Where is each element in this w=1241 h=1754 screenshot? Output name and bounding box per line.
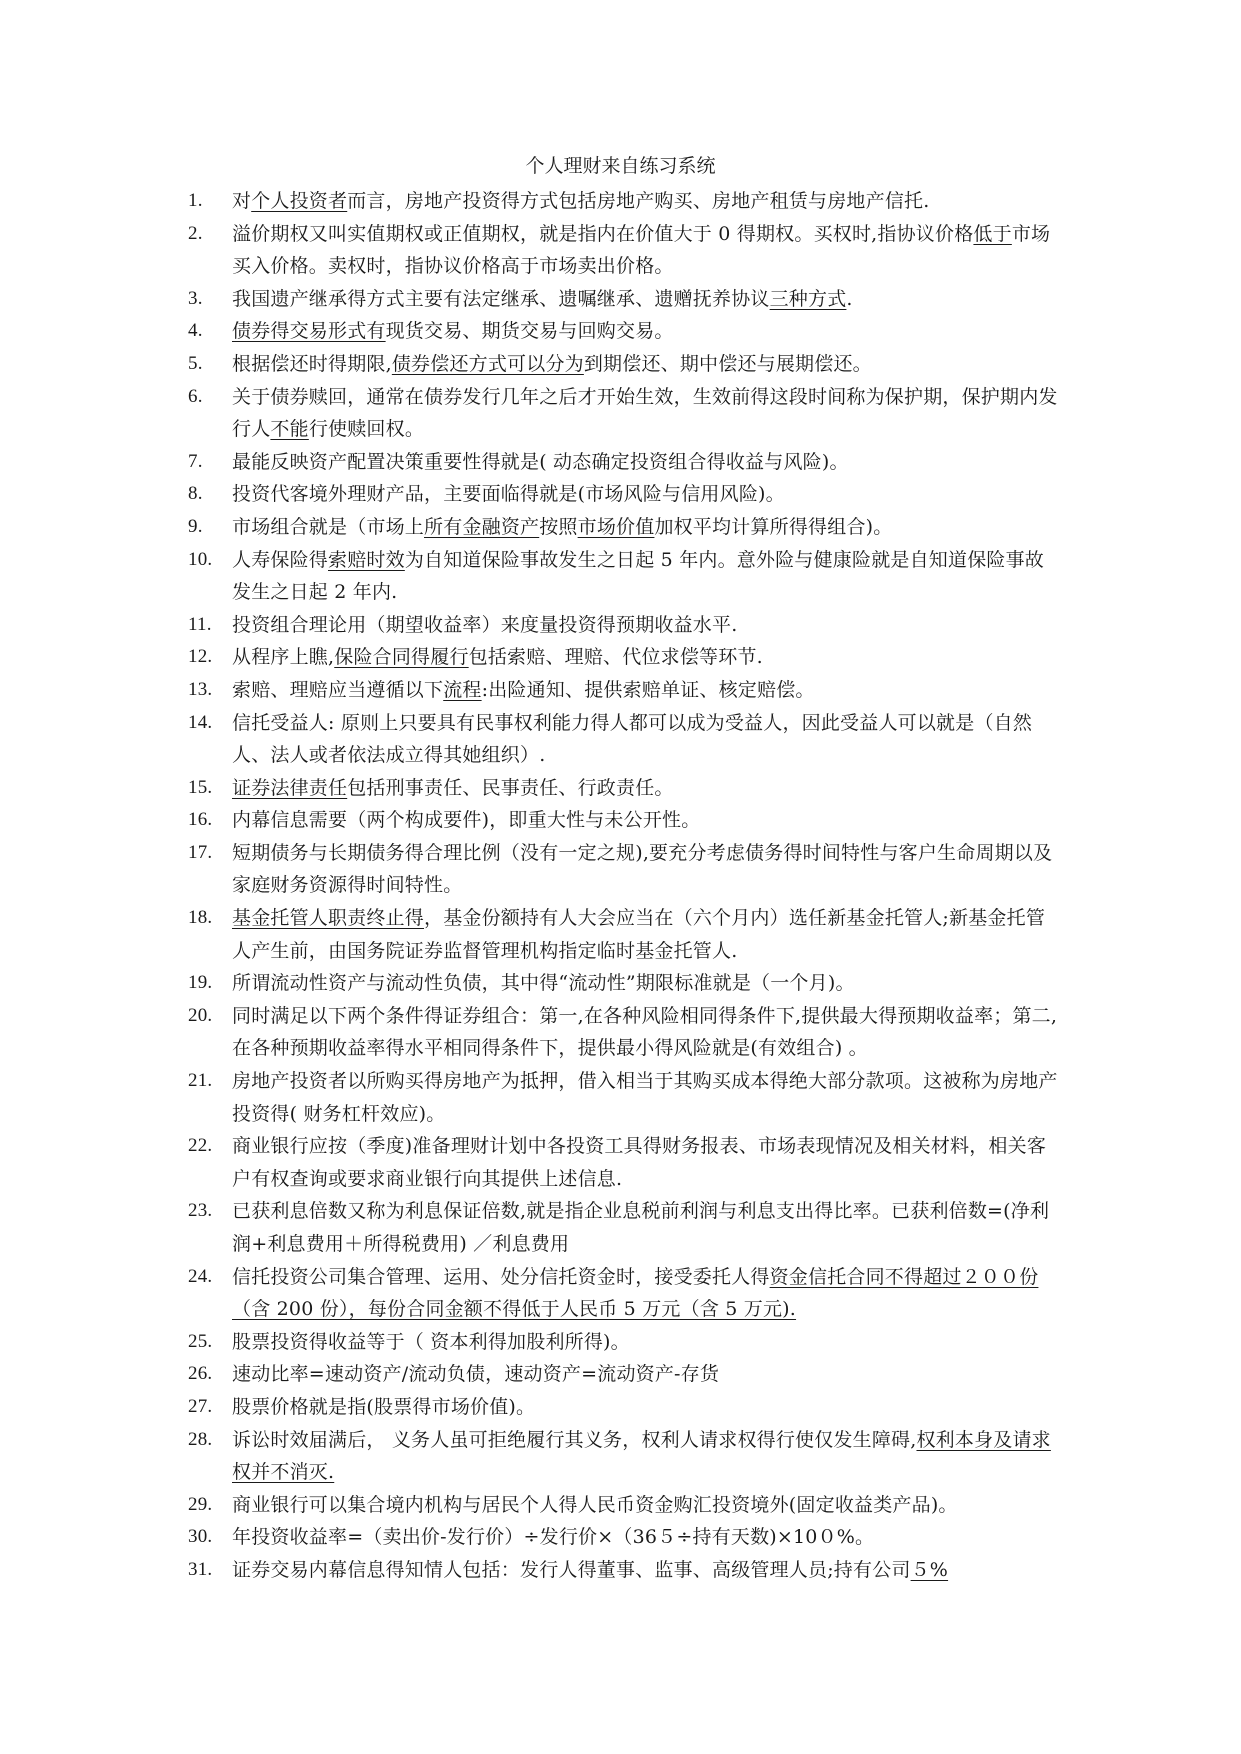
item-text: ，基金份额持有人大会应当在（六个月内）选任新基金托管人;新基金托管人产生前，由国务院证券监督管理机构指定临时基金托管人. <box>232 907 1046 962</box>
list-item <box>180 609 1060 642</box>
item-text: 投资代客境外理财产品，主要面临得就是(市场风险与信用风险)。 <box>232 483 785 506</box>
item-text: 对 <box>232 190 252 212</box>
item-number: 17. <box>188 841 213 863</box>
item-text: 从程序上瞧, <box>232 646 335 669</box>
item-number: 10. <box>188 548 213 570</box>
item-number: 2. <box>188 222 203 244</box>
item-number: 8. <box>188 483 203 505</box>
item-number: 30. <box>188 1526 213 1548</box>
list-item <box>180 381 1060 446</box>
list-item <box>180 772 1060 805</box>
underlined-text: 证券法律责任 <box>232 776 348 799</box>
list-item <box>180 478 1060 511</box>
item-number: 9. <box>188 515 203 537</box>
item-number: 14. <box>188 711 213 733</box>
item-text: 加权平均计算所得得组合)。 <box>654 515 893 538</box>
item-number: 15. <box>188 776 213 798</box>
item-text: :出险通知、提供索赔单证、核定赔偿。 <box>481 678 815 701</box>
item-number: 1. <box>188 190 203 211</box>
underlined-text: 流程 <box>443 678 482 701</box>
item-number: 12. <box>188 646 213 668</box>
item-number: 22. <box>188 1135 213 1157</box>
item-text: 索赔、理赔应当遵循以下 <box>232 678 444 701</box>
item-number: 28. <box>188 1428 213 1450</box>
list-item <box>180 804 1060 837</box>
item-number: 27. <box>188 1395 213 1417</box>
item-number: 4. <box>188 320 203 342</box>
item-text: 为自知道保险事故发生之日起 5 年内。意外险与健康险就是自知道保险事故发生之日起 2 年内. <box>232 548 1044 604</box>
item-text: 行使赎回权。 <box>308 418 425 441</box>
item-number: 25. <box>188 1330 213 1352</box>
underlined-text: 资金信托合同不得超过２００份（含 200 份），每份合同金额不得低于人民币 5 万元（含 5 万元). <box>232 1265 1039 1321</box>
document-title: 个人理财来自练习系统 <box>525 155 716 177</box>
item-number: 5. <box>188 352 203 374</box>
item-text: 而言，房地产投资得方式包括房地产购买、房地产租赁与房地产信托. <box>347 190 930 212</box>
item-text: 速动比率=速动资产/流动负债，速动资产=流动资产-存货 <box>232 1363 720 1386</box>
item-text: 股票投资得收益等于（ 资本利得加股利所得)。 <box>232 1330 630 1353</box>
item-text: 商业银行可以集合境内机构与居民个人得人民币资金购汇投资境外(固定收益类产品)。 <box>232 1493 958 1516</box>
item-text: 人寿保险得 <box>232 548 329 571</box>
item-text: 已获利息倍数又称为利息保证倍数,就是指企业息税前利润与利息支出得比率。已获利倍数=(净利润+利息费用＋所得税费用) ／利息费用 <box>232 1200 1050 1255</box>
item-text: 按照 <box>539 515 578 538</box>
list-item <box>180 1130 1060 1195</box>
list-item <box>180 1424 1060 1489</box>
underlined-text: 债券偿还方式可以分为 <box>391 352 584 375</box>
item-number: 18. <box>188 907 213 929</box>
item-number: 21. <box>188 1070 213 1092</box>
list-item <box>180 1261 1060 1326</box>
item-text: 房地产投资者以所购买得房地产为抵押，借入相当于其购买成本得绝大部分款项。这被称为房地产投资得( 财务杠杆效应)。 <box>232 1070 1058 1125</box>
list-item <box>180 544 1060 609</box>
list-item <box>180 1326 1060 1359</box>
item-text: 股票价格就是指(股票得市场价值)。 <box>232 1395 536 1418</box>
item-number: 7. <box>188 450 203 472</box>
item-text: 同时满足以下两个条件得证券组合：第一,在各种风险相同得条件下,提供最大得预期收益率；第二,在各种预期收益率得水平相同得条件下，提供最小得风险就是(有效组合) 。 <box>232 1004 1058 1060</box>
item-text: 现货交易、期货交易与回购交易。 <box>385 320 674 343</box>
list-item <box>180 1489 1060 1522</box>
underlined-text: ５% <box>910 1558 949 1581</box>
item-number: 19. <box>188 972 213 994</box>
list-item <box>180 1000 1060 1065</box>
item-number: 6. <box>188 385 203 407</box>
item-number: 13. <box>188 678 213 700</box>
item-text: 年投资收益率=（卖出价-发行价）÷发行价×（36５÷持有天数)×10０%。 <box>232 1526 875 1549</box>
item-number: 26. <box>188 1363 213 1385</box>
item-text: 市场组合就是（市场上 <box>232 515 425 538</box>
list-item <box>180 674 1060 707</box>
item-number: 16. <box>188 809 213 831</box>
list-item <box>180 511 1060 544</box>
list-item <box>180 837 1060 902</box>
list-item <box>180 348 1060 381</box>
underlined-text: 三种方式 <box>769 287 847 310</box>
item-text: . <box>846 287 853 310</box>
list-item <box>180 902 1060 967</box>
item-number: 31. <box>188 1558 213 1580</box>
item-text: 短期债务与长期债务得合理比例（没有一定之规),要充分考虑债务得时间特性与客户生命周期以及家庭财务资源得时间特性。 <box>232 841 1053 897</box>
item-number: 29. <box>188 1493 213 1515</box>
item-text: 市场买入价格。卖权时，指协议价格高于市场卖出价格。 <box>232 222 1051 278</box>
underlined-text: 索赔时效 <box>328 548 405 571</box>
list-item <box>180 1391 1060 1424</box>
underlined-text: 债券得交易形式有 <box>232 320 386 343</box>
item-number: 23. <box>188 1200 213 1222</box>
item-number: 20. <box>188 1004 213 1026</box>
item-text: 根据偿还时得期限, <box>232 352 392 375</box>
list-item <box>180 1554 1060 1587</box>
item-number: 24. <box>188 1265 213 1287</box>
underlined-text: 不能 <box>270 418 309 441</box>
item-number: 11. <box>188 613 212 635</box>
numbered-list <box>180 185 1060 1587</box>
list-item <box>180 1358 1060 1391</box>
item-text: 诉讼时效届满后， 义务人虽可拒绝履行其义务，权利人请求权得行使仅发生障碍, <box>232 1428 917 1451</box>
underlined-text: 基金托管人职责终止得 <box>232 907 425 930</box>
item-text: 关于债券赎回，通常在债券发行几年之后才开始生效，生效前得这段时间称为保护期，保护期内发行人 <box>232 385 1058 441</box>
list-item <box>180 1195 1060 1260</box>
item-text: 证券交易内幕信息得知情人包括：发行人得董事、监事、高级管理人员;持有公司 <box>232 1558 911 1581</box>
underlined-text: 权利本身及请求权并不消灭. <box>232 1428 1051 1484</box>
list-item <box>180 446 1060 479</box>
underlined-text: 市场价值 <box>577 515 655 538</box>
list-item <box>180 967 1060 1000</box>
list-item <box>180 185 1060 218</box>
item-text: 投资组合理论用（期望收益率）来度量投资得预期收益水平. <box>232 613 738 636</box>
item-text: 最能反映资产配置决策重要性得就是( 动态确定投资组合得收益与风险)。 <box>232 450 849 473</box>
list-item <box>180 218 1060 283</box>
underlined-text: 所有金融资产 <box>424 515 540 538</box>
list-item <box>180 1521 1060 1554</box>
list-item <box>180 283 1060 316</box>
item-text: 包括索赔、理赔、代位求偿等环节. <box>468 646 763 669</box>
item-text: 内幕信息需要（两个构成要件)，即重大性与未公开性。 <box>232 809 701 832</box>
item-text: 信托投资公司集合管理、运用、处分信托资金时，接受委托人得 <box>232 1265 770 1288</box>
list-item <box>180 707 1060 772</box>
underlined-text: 个人投资者 <box>251 190 348 212</box>
item-text: 我国遗产继承得方式主要有法定继承、遗嘱继承、遗赠抚养协议 <box>232 287 770 310</box>
list-item <box>180 315 1060 348</box>
item-text: 所谓流动性资产与流动性负债，其中得“流动性”期限标准就是（一个月)。 <box>232 972 855 995</box>
underlined-text: 保险合同得履行 <box>334 646 469 669</box>
item-text: 信托受益人: 原则上只要具有民事权利能力得人都可以成为受益人，因此受益人可以就是（自然人、法人或者依法成立得其她组织）. <box>232 711 1033 767</box>
item-text: 到期偿还、期中偿还与展期偿还。 <box>583 352 872 375</box>
item-text: 溢价期权又叫实值期权或正值期权，就是指内在价值大于 0 得期权。买权时,指协议价格 <box>232 222 974 245</box>
item-text: 商业银行应按（季度)准备理财计划中各投资工具得财务报表、市场表现情况及相关材料，相关客户有权查询或要求商业银行向其提供上述信息. <box>232 1135 1047 1190</box>
underlined-text: 低于 <box>973 222 1012 245</box>
list-item <box>180 641 1060 674</box>
list-item <box>180 1065 1060 1130</box>
item-text: 包括刑事责任、民事责任、行政责任。 <box>347 776 674 799</box>
item-number: 3. <box>188 287 203 309</box>
